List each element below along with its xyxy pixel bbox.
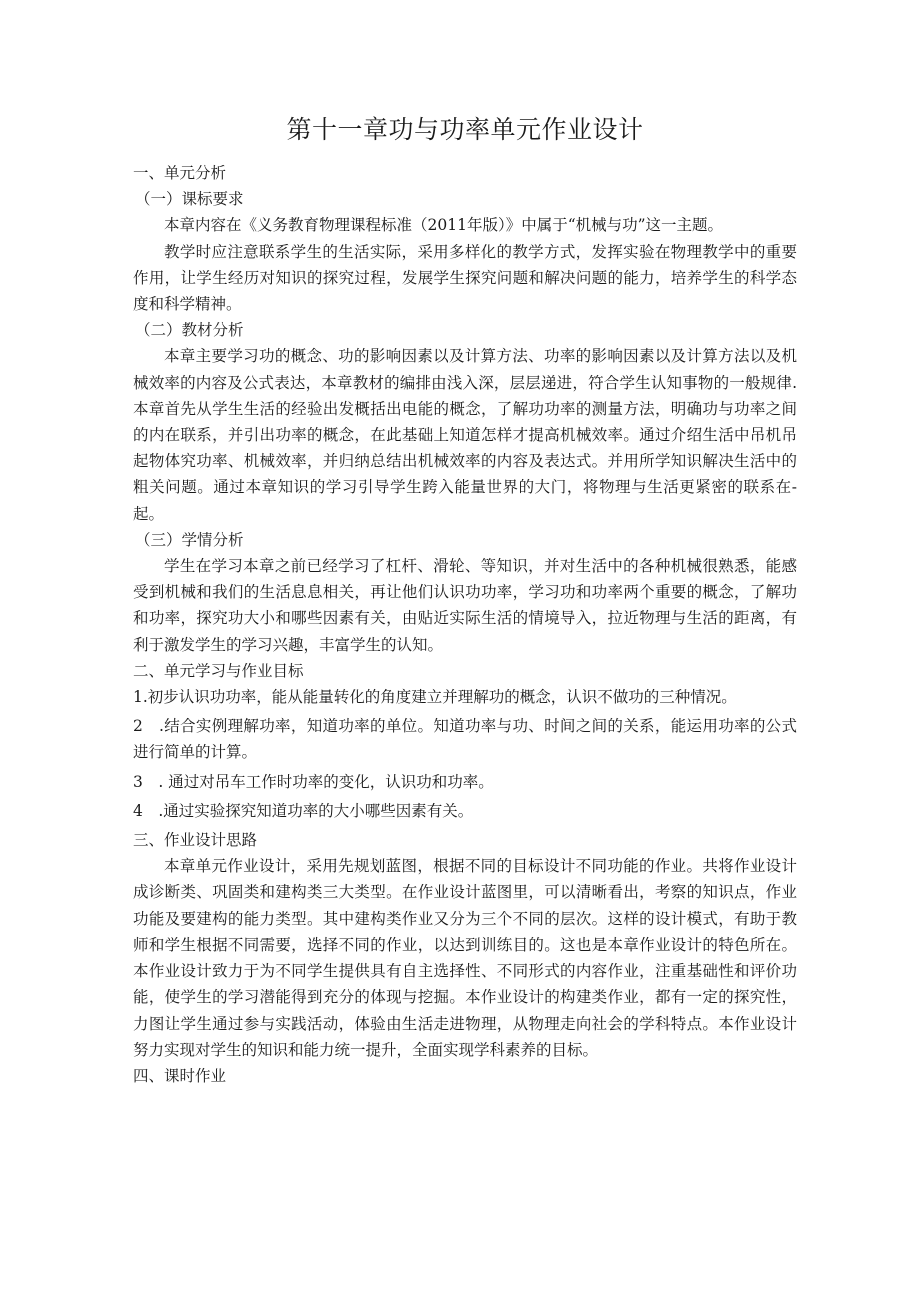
document-title: 第十一章功与功率单元作业设计 <box>286 115 644 144</box>
goal-item-4: 4 .通过实验探究知道功率的大小哪些因素有关。 <box>133 801 474 820</box>
document-page <box>133 112 797 1089</box>
subheading-textbook-analysis: （二）教材分析 <box>135 321 244 340</box>
paragraph-curriculum-1: 本章内容在《义务教育物理课程标准（2011年版）》中属于“机械与功”这一主题。 <box>164 216 724 235</box>
paragraph-textbook-analysis: 本章主要学习功的概念、功的影响因素以及计算方法、功率的影响因素以及计算方法以及机械效率的内容及公式表达，本章教材的编排由浅入深，层层递进，符合学生认知事物的一般规律.本章首先从学生生活的经验出发概括出电能的概念，了解功功率的测量方法，明确功与功率之间的内在联系，并引出功率的概念，在此基础上知道怎样才提高机械效率。通过介绍生活中吊机吊起物体究功率、机械效率，并归纳总结出机械效率的内容及表达式。并用所学知识解决生活中的粗关问题。通过本章知识的学习引导学生跨入能量世界的大门，将物理与生活更紧密的联系在-起。 <box>133 347 797 523</box>
section-heading-lesson-homework: 四、课时作业 <box>133 1066 227 1085</box>
section-heading-unit-analysis: 一、单元分析 <box>133 164 227 182</box>
goal-item-2: 2 .结合实例理解功率，知道功率的单位。知道功率与功、时间之间的关系，能运用功率的公式进行简单的计算。 <box>133 717 797 762</box>
paragraph-curriculum-2: 教学时应注意联系学生的生活实际，采用多样化的教学方式，发挥实验在物理教学中的重要作用，让学生经历对知识的探究过程，发展学生探究问题和解决问题的能力，培养学生的科学态度和科学精神。 <box>133 242 797 314</box>
paragraph-design-approach: 本章单元作业设计，采用先规划蓝图，根据不同的目标设计不同功能的作业。共将作业设计成诊断类、巩固类和建构类三大类型。在作业设计蓝图里，可以清晰看出，考察的知识点，作业功能及要建构的能力类型。其中建构类作业又分为三个不同的层次。这样的设计模式，有助于教师和学生根据不同需要，选择不同的作业，以达到训练目的。这也是本章作业设计的特色所在。本作业设计致力于为不同学生提供具有自主选择性、不同形式的内容作业，注重基础性和评价功能，使学生的学习潜能得到充分的体现与挖掘。本作业设计的构建类作业，都有一定的探究性，力图让学生通过参与实践活动，体验由生活走进物理，从物理走向社会的学科特点。本作业设计努力实现对学生的知识和能力统一提升，全面实现学科素养的目标。 <box>133 857 797 1059</box>
subheading-learner-analysis: （三）学情分析 <box>135 530 244 549</box>
section-heading-design-approach: 三、作业设计思路 <box>133 831 258 850</box>
section-heading-learning-goals: 二、单元学习与作业目标 <box>133 661 304 680</box>
paragraph-learner-analysis: 学生在学习本章之前已经学习了杠杆、滑轮、等知识，并对生活中的各种机械很熟悉，能感受到机械和我们的生活息息相关，再让他们认识功功率，学习功和功率两个重要的概念，了解功和功率，探究功大小和哪些因素有关，由贴近实际生活的情境导入，拉近物理与生活的距离，有利于激发学生的学习兴趣，丰富学生的认知。 <box>133 557 797 654</box>
subheading-curriculum-requirements: （一）课标要求 <box>135 190 244 209</box>
goal-item-3: 3 . 通过对吊车工作时功率的变化，认识功和功率。 <box>133 772 494 791</box>
goal-item-1: 1.初步认识功功率，能从能量转化的角度建立并理解功的概念，认识不做功的三种情况。 <box>133 688 737 707</box>
